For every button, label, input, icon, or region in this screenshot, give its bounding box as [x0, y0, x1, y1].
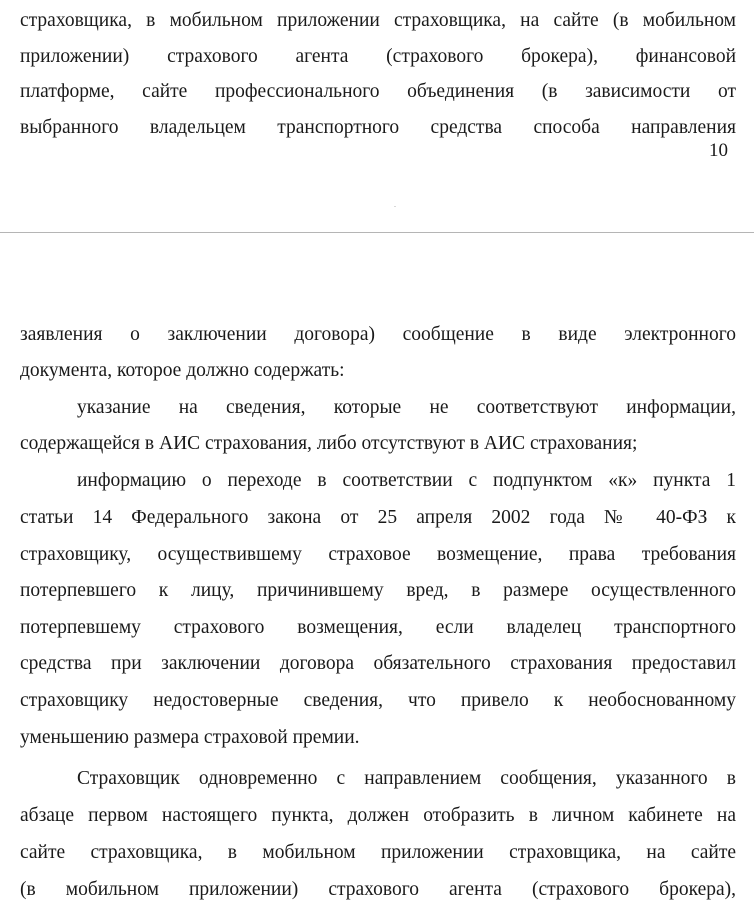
text-line: указание на сведения, которые не соответствуют информации, [77, 397, 736, 418]
text-line: страховщику недостоверные сведения, что привело к необоснованному [20, 690, 736, 711]
text-line: платформе, сайте профессионального объединения (в зависимости от [20, 81, 736, 102]
scan-speck [394, 206, 396, 207]
text-line: уменьшению размера страховой премии. [20, 727, 360, 748]
text-line: статьи 14 Федерального закона от 25 апреля 2002 года № 40-ФЗ к [20, 507, 736, 528]
text-line: информацию о переходе в соответствии с подпунктом «к» пункта 1 [77, 470, 736, 491]
text-line: Страховщик одновременно с направлением сообщения, указанного в [77, 768, 736, 789]
text-line: заявления о заключении договора) сообщение в виде электронного [20, 324, 736, 345]
text-line: (в мобильном приложении) страхового агента (страхового брокера), [20, 879, 736, 900]
text-line: сайте страховщика, в мобильном приложении страховщика, на сайте [20, 842, 736, 863]
text-line: потерпевшего к лицу, причинившему вред, в размере осуществленного [20, 580, 736, 601]
text-line: страховщику, осуществившему страховое возмещение, права требования [20, 544, 736, 565]
text-line: средства при заключении договора обязательного страхования предоставил [20, 653, 736, 674]
text-line: потерпевшему страхового возмещения, если владелец транспортного [20, 617, 736, 638]
text-line: документа, которое должно содержать: [20, 360, 345, 381]
text-line: страховщика, в мобильном приложении страховщика, на сайте (в мобильном [20, 10, 736, 31]
text-line: выбранного владельцем транспортного средства способа направления [20, 117, 736, 138]
text-line: приложении) страхового агента (страхового брокера), финансовой [20, 46, 736, 67]
text-line: содержащейся в АИС страхования, либо отсутствуют в АИС страхования; [20, 433, 638, 454]
text-line: абзаце первом настоящего пункта, должен отобразить в личном кабинете на [20, 805, 736, 826]
page-number: 10 [709, 140, 728, 161]
page-divider [0, 232, 754, 233]
